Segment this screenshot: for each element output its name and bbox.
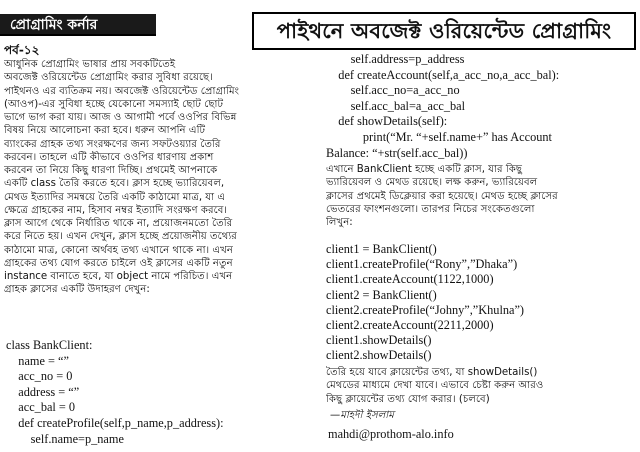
text-line: গ্রাহক ক্লাসের একটি উদাহরণ দেখুন: — [4, 284, 150, 296]
code-line: client1.createAccount(1122,1000) — [326, 272, 494, 287]
code-line: address = “” — [6, 384, 80, 399]
text-line: ক্লাস আগে থেকে নির্ধারিত থাকে না, প্রয়োজনমতো তৈরি — [4, 218, 233, 229]
right-body-text-2 — [326, 366, 638, 406]
text-line: করবেন। তাহলে এটি কীভাবে ওওপির ধারণায় প্রকাশ — [4, 151, 214, 163]
right-code-bottom — [326, 242, 638, 364]
code-line: acc_bal = 0 — [6, 400, 76, 415]
code-line: def showDetails(self): — [326, 114, 448, 129]
code-line: client2.createProfile(“Johny”,”Khulna”) — [326, 302, 525, 317]
text-line: কিছু ক্লায়েন্টের তথ্য যোগ করার। (চলবে) — [326, 393, 490, 405]
text-line: তৈরি হয়ে যাবে ক্লায়েন্টের তথ্য, যা showDetails() — [326, 367, 538, 378]
code-line: self.name=p_name — [6, 431, 124, 446]
left-body-text — [4, 58, 322, 297]
code-line: client2.showDetails() — [326, 348, 432, 363]
code-line: class BankClient: — [6, 338, 93, 352]
text-line: ক্ষেত্রে গ্রাহকের নাম, হিসাব নম্বর ইত্যাদি সংরক্ষণ করবে। — [4, 204, 228, 216]
code-line: def createAccount(self,a_acc_no,a_acc_bal): — [326, 67, 560, 82]
text-line: পাইথনও এর ব্যতিক্রম নয়। অবজেক্ট ওরিয়েন্টেড প্রোগ্রামিং — [4, 85, 240, 97]
code-line: def createProfile(self,p_name,p_address): — [6, 415, 224, 430]
code-line: client1.showDetails() — [326, 333, 432, 348]
right-body-text-1 — [326, 163, 638, 229]
text-line: বিষয় নিয়ে আলোচনা করা হবে। ধরুন আপনি এটি — [4, 125, 206, 137]
code-line: client1 = BankClient() — [326, 242, 437, 256]
left-code-block — [6, 338, 322, 447]
text-line: এখানে BankClient হচ্ছে একটি ক্লাস, যার কিছু — [326, 164, 523, 175]
section-banner: প্রোগ্রামিং কর্নার — [0, 14, 156, 36]
text-line: একটি class তৈরি করতে হবে। ক্লাস হচ্ছে ভ্যারিয়েবল, — [4, 178, 225, 190]
author-email: mahdi@prothom-alo.info — [328, 428, 454, 441]
text-line: অবজেক্ট ওরিয়েন্টেড প্রোগ্রামিং করার সুবিধা রয়েছে। — [4, 72, 213, 84]
code-line: client2 = BankClient() — [326, 287, 437, 302]
article-headline: পাইথনে অবজেক্ট ওরিয়েন্টেড প্রোগ্রামিং — [252, 12, 636, 50]
text-line: করবেন তা নিয়ে কিছু ধারণা দিচ্ছি। প্রথমেই আপনাকে — [4, 165, 218, 176]
author-signature: —মাহদী ইসলাম — [330, 410, 394, 421]
text-line: (আওপ)-এর সুবিধা হচ্ছে যেকোনো সমস্যাই ছোট ছোট — [4, 98, 224, 110]
code-line: Balance: “+str(self.acc_bal)) — [326, 145, 468, 160]
text-line: instance বানাতে হবে, যা object নামে পরিচিত। এখন — [4, 271, 233, 282]
text-line: করে নিতে হয়। এখন দেখুন, ক্লাস হচ্ছে প্রয়োজনীয় তথ্যের — [4, 231, 237, 243]
text-line: মেথড ইত্যাদির সমন্বয়ে তৈরি একটি কাঠামো মাত্র, যা এ — [4, 191, 226, 203]
text-line: মেথডের মাধ্যমে দেখা যাবে। এভাবে চেষ্টা করুন আরও — [326, 380, 544, 392]
text-line: ভেতরের ফাংশনগুলো। তারপর নিচের সংকেতগুলো — [326, 203, 535, 215]
right-code-top — [326, 52, 638, 161]
code-line: print(“Mr. “+self.name+” has Account — [326, 129, 552, 144]
text-line: ব্যাংকের গ্রাহক তথ্য সংরক্ষণের জন্য সফটওয়্যার তৈরি — [4, 138, 221, 150]
part-label: পর্ব-১২ — [4, 44, 40, 57]
code-line: name = “” — [6, 353, 69, 368]
text-line: লিখুন: — [326, 217, 353, 228]
text-line: আধুনিক প্রোগ্রামিং ভাষার প্রায় সবকটিতেই — [4, 59, 176, 70]
text-line: ভ্যারিয়েবল ও মেথড রয়েছে। লক্ষ করুন, ভ্যারিয়েবল — [326, 177, 538, 189]
code-line: client1.createProfile(“Rony”,”Dhaka”) — [326, 257, 518, 272]
code-line: acc_no = 0 — [6, 369, 73, 384]
text-line: কাঠামো মাত্র, কোনো অর্থবহ তথ্য এখানে থাকে না। এখন — [4, 244, 233, 256]
code-line: self.acc_no=a_acc_no — [326, 83, 460, 98]
text-line: গ্রাহকের তথ্য যোগ করতে চাইলে ওই ক্লাসের একটি নতুন — [4, 257, 233, 269]
text-line: ভাগে ভাগ করা যায়। আজ ও আগামী পর্বে ওওপির বিভিন্ন — [4, 112, 237, 123]
code-line: self.address=p_address — [326, 52, 465, 66]
code-line: client2.createAccount(2211,2000) — [326, 318, 494, 333]
text-line: ক্লাসের প্রথমেই ডিক্লেয়ার করা হয়েছে। মেথড হচ্ছে ক্লাসের — [326, 190, 558, 202]
code-line: self.acc_bal=a_acc_bal — [326, 98, 466, 113]
